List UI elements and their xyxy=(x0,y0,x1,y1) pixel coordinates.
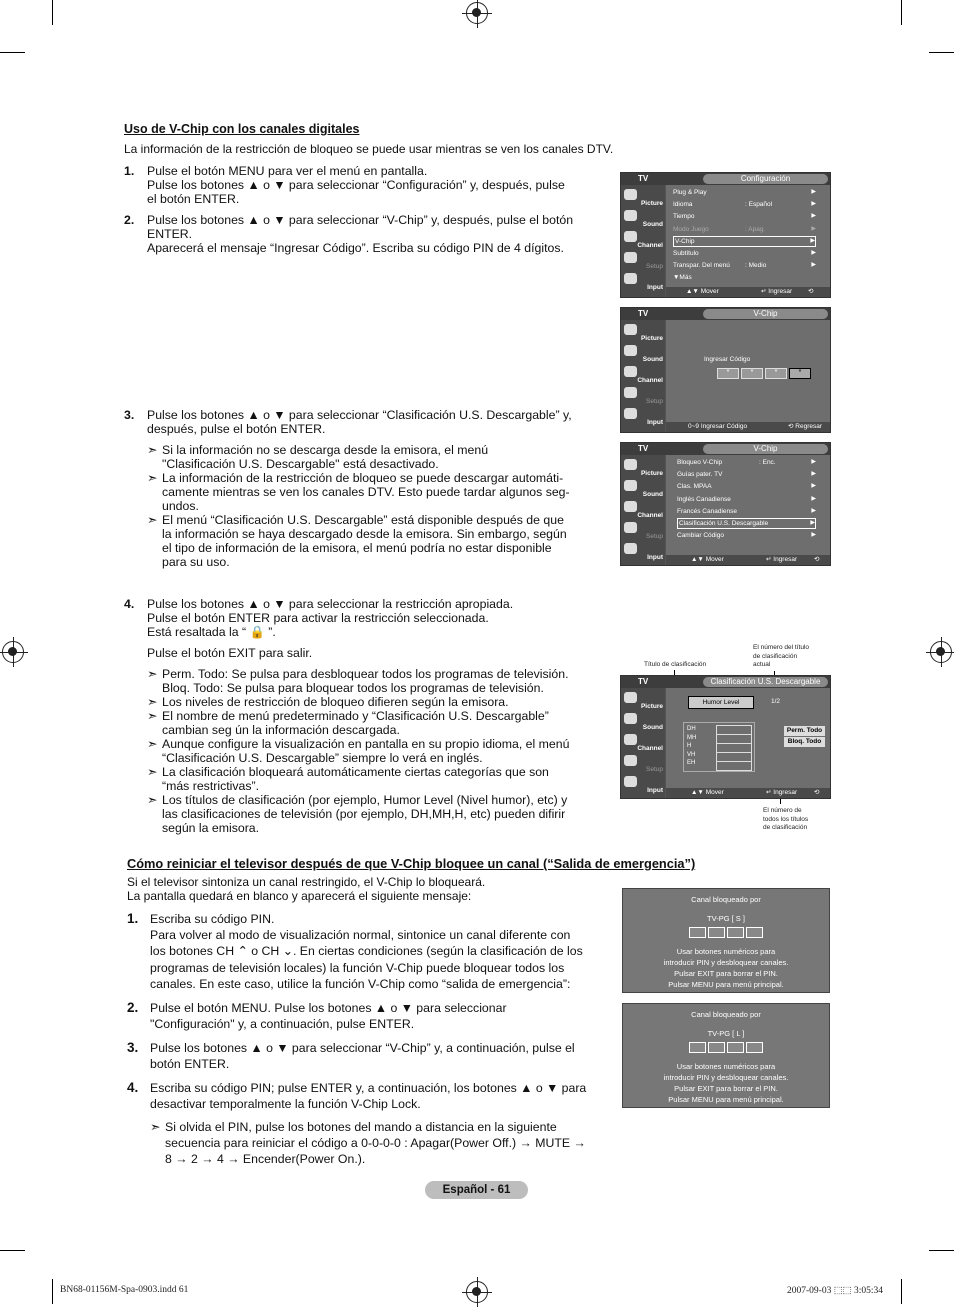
code-digit: * xyxy=(717,368,739,379)
callout-current-number xyxy=(753,644,809,670)
blocked-line: Usar botones numéricos para xyxy=(676,1062,776,1071)
osd-title: Configuración xyxy=(703,174,828,184)
section-intro: La información de la restricción de bloqueo se puede usar mientras se ven los canales DTV. xyxy=(124,142,614,156)
step-line: canales. En este caso, utilice la función V-Chip como “salida de emergencia”: xyxy=(150,976,571,991)
arrow-icon: ➣ xyxy=(147,667,158,681)
tv-label: TV xyxy=(638,174,649,183)
sidebar-item-picture[interactable] xyxy=(621,187,665,208)
note-line: Si olvida el PIN, pulse los botones del mando a distancia en la siguiente xyxy=(165,1120,557,1134)
sound-icon xyxy=(624,480,637,491)
sidebar-item-picture[interactable] xyxy=(621,457,665,478)
exit-instruction: Pulse el botón EXIT para salir. xyxy=(147,646,313,660)
hint-label: Regresar xyxy=(808,298,835,305)
blocked-line: Pulsar MENU para menú principal. xyxy=(668,1095,784,1104)
arrow-icon: ➣ xyxy=(150,1120,161,1134)
sidebar-item-setup[interactable] xyxy=(621,753,665,774)
sidebar-item-sound[interactable] xyxy=(621,478,665,499)
chevron-right-icon: ▶ xyxy=(811,250,816,256)
registration-mark-icon xyxy=(2,641,24,663)
sidebar-item-channel[interactable] xyxy=(621,499,665,520)
sidebar-label: Sound xyxy=(642,356,663,363)
menu-item-label: Guías pater. TV xyxy=(677,471,723,479)
rating-label: H xyxy=(687,743,692,749)
menu-item-label: Clasificación U.S. Descargable xyxy=(679,520,769,527)
menu-item-label: Inglés Canadiense xyxy=(677,495,731,503)
step-2 xyxy=(124,213,604,257)
menu-item[interactable] xyxy=(673,260,816,271)
chevron-right-icon: ▶ xyxy=(810,237,815,244)
chevron-right-icon: ▶ xyxy=(811,495,816,502)
step-number: 3. xyxy=(127,1040,139,1055)
blocked-line: Pulsar EXIT para borrar el PIN. xyxy=(674,1084,778,1093)
osd-us-rating xyxy=(620,675,841,806)
note-line: “más restrictivas”. xyxy=(162,779,260,793)
return-hint: ⟲ Regresar xyxy=(788,423,822,430)
chevron-right-icon: ▶ xyxy=(811,459,816,465)
step-number: 1. xyxy=(124,164,135,178)
blocked-channel-screen-2 xyxy=(622,1003,830,1108)
hint-label: Ingresar xyxy=(773,789,798,796)
arrow-icon: ➣ xyxy=(147,737,158,751)
sidebar-label: Picture xyxy=(640,335,663,342)
rating-labels xyxy=(687,725,696,768)
step-line: Para volver al modo de visualización normal, sintonice un canal diferente con xyxy=(150,928,571,943)
note-line: La información de la restricción de bloqueo se puede descargar automáti- xyxy=(162,471,564,485)
step-line: Aparecerá el mensaje “Ingresar Código”. Escriba su código PIN de 4 dígitos. xyxy=(147,241,564,255)
input-icon xyxy=(624,776,637,787)
step-1 xyxy=(124,164,604,208)
step-line: desactivar temporalmente la función V-Chip Lock. xyxy=(150,1097,421,1112)
note-line: según la emisora. xyxy=(162,821,260,835)
rating-title-count: 1/2 xyxy=(771,698,781,705)
intro-line: Si el televisor sintoniza un canal restringido, el V-Chip lo bloqueará. xyxy=(127,875,486,889)
osd-title: V-Chip xyxy=(703,444,828,454)
menu-item-label: ▼Más xyxy=(673,274,692,282)
note-line: la información se haya descargado desde la emisora. Sin embargo, según xyxy=(162,527,567,541)
menu-item[interactable] xyxy=(673,211,816,222)
sidebar-item-sound[interactable] xyxy=(621,343,665,364)
hint-label: Mover xyxy=(700,288,719,295)
crop-mark xyxy=(929,1250,954,1251)
chevron-right-icon: ▶ xyxy=(811,483,816,490)
sidebar-item-channel[interactable] xyxy=(621,732,665,753)
menu-item-label: Plug & Play xyxy=(673,189,707,196)
pin-boxes[interactable] xyxy=(623,1042,829,1055)
step-number: 4. xyxy=(127,1080,139,1095)
step-number: 3. xyxy=(124,408,135,422)
note-line: cambian seg ún la información descargada. xyxy=(162,723,400,737)
section-intro xyxy=(127,875,485,903)
note-line: Perm. Todo: Se pulsa para desbloquear todos los programas de televisión. xyxy=(162,667,569,681)
osd-bottom-bar xyxy=(666,287,835,305)
sidebar-label: Input xyxy=(647,419,663,426)
note-line: para su uso. xyxy=(162,555,230,569)
osd-sidebar xyxy=(621,688,665,798)
blocked-text: Canal bloqueado por xyxy=(691,895,761,904)
footer-file: BN68-01156M-Spa-0903.indd 61 xyxy=(60,1285,189,1295)
sidebar-label: Channel xyxy=(637,242,663,249)
menu-item[interactable] xyxy=(673,248,816,259)
blocked-line: Pulsar EXIT para borrar el PIN. xyxy=(674,969,778,978)
sidebar-label: Setup xyxy=(646,533,663,540)
rating-label: VH xyxy=(687,751,696,758)
blocked-line: introducir PIN y desbloquear canales. xyxy=(663,958,789,967)
registration-mark-icon xyxy=(930,641,952,663)
note-line: “Clasificación U.S. Descargable” siempre lo verá en inglés. xyxy=(162,751,483,765)
move-hint: ▲▼ Mover xyxy=(691,556,724,563)
sidebar-label: Sound xyxy=(642,221,663,228)
menu-item-value: : Medio xyxy=(745,262,767,270)
note xyxy=(147,765,607,795)
step-line: Pulse los botones ▲ o ▼ para seleccionar “Configuración” y, después, pulse xyxy=(147,178,565,192)
return-hint: ⟲ Regresar xyxy=(814,789,841,806)
note-line: secuencia para reiniciar el código a 0-0-0-0 : Apagar(Power Off.) → MUTE → xyxy=(165,1136,586,1151)
note-line: camente mientras se ven los canales DTV. Esto puede tardar algunos seg- xyxy=(162,485,570,499)
reset-step-4 xyxy=(127,1080,607,1114)
crop-mark xyxy=(0,1250,25,1251)
sidebar-item-setup[interactable] xyxy=(621,385,665,406)
menu-item-value: : Apag. xyxy=(745,225,766,233)
rating-label: MH xyxy=(687,734,697,741)
callout-line: de clasificación xyxy=(763,824,808,831)
menu-item[interactable] xyxy=(673,199,816,210)
input-icon xyxy=(624,408,637,419)
sidebar-label: Picture xyxy=(640,200,663,207)
note-line: undos. xyxy=(162,499,199,513)
reset-step-2 xyxy=(127,1000,607,1034)
callout-rating-title: Título de clasificación xyxy=(644,661,707,668)
arrow-icon: ➣ xyxy=(147,709,158,723)
note-line: Los títulos de clasificación (por ejemplo, Humor Level (Nivel humor), etc) y xyxy=(162,793,568,807)
sidebar-label: Setup xyxy=(646,263,663,270)
blocked-instructions xyxy=(623,946,829,990)
menu-item-label: Clas. MPAA xyxy=(677,483,712,491)
footer-date: 2007-09-03 ⬚⬚ 3:05:34 xyxy=(787,1286,884,1296)
rating-title-field[interactable]: Humor Level xyxy=(688,696,754,709)
code-digit: * xyxy=(741,368,763,379)
note-line: "Clasificación U.S. Descargable" está desactivado. xyxy=(162,457,439,471)
sidebar-item-setup[interactable] xyxy=(621,520,665,541)
block-all-button[interactable]: Bloq. Todo xyxy=(784,737,825,747)
input-icon xyxy=(624,273,637,284)
arrow-icon: ➣ xyxy=(147,695,158,709)
note-line: El menú “Clasificación U.S. Descargable” está disponible después de que xyxy=(162,513,564,527)
sidebar-item-channel[interactable] xyxy=(621,364,665,385)
gear-icon xyxy=(624,387,637,398)
chevron-right-icon: ▶ xyxy=(811,225,816,232)
code-hint: 0~9 Ingresar Código xyxy=(688,423,748,430)
menu-item[interactable] xyxy=(677,506,816,517)
osd-bottom-bar xyxy=(666,555,841,573)
rating-label: DH xyxy=(687,726,696,732)
tv-label: TV xyxy=(638,444,649,453)
code-digit: * xyxy=(765,368,787,379)
rating-label: EH xyxy=(687,760,696,766)
menu-item[interactable] xyxy=(673,236,816,247)
channel-icon xyxy=(624,734,637,745)
sidebar-label: Channel xyxy=(637,377,663,384)
callout-total-number xyxy=(763,807,808,833)
registration-mark-icon xyxy=(466,2,488,24)
step-line: Pulse los botones ▲ o ▼ para seleccionar “V-Chip” y, a continuación, pulse el xyxy=(150,1041,575,1055)
step-line: los botones CH ⌃ o CH ⌄. En ciertas condiciones (según la clasificación de los xyxy=(150,944,583,959)
sidebar-label: Input xyxy=(647,787,663,794)
callout-line: todos los títulos xyxy=(763,815,809,823)
allow-all-button[interactable]: Perm. Todo xyxy=(784,726,825,736)
code-digit: * xyxy=(789,368,811,379)
menu-item-label: Subtítulo xyxy=(673,250,699,257)
step-line: programas de televisión locales) la función V-Chip puede bloquear todos los xyxy=(150,960,565,975)
return-hint: ⟲ Regresar xyxy=(808,288,835,305)
sidebar-item-input[interactable] xyxy=(621,271,665,292)
osd-configuracion xyxy=(620,172,835,305)
sidebar-label: Picture xyxy=(640,703,663,710)
gear-icon xyxy=(624,755,637,766)
osd-sidebar xyxy=(621,185,665,297)
menu-item-label: Francés Canadiense xyxy=(677,507,737,515)
sound-icon xyxy=(624,713,637,724)
enter-hint: ↵ Ingresar xyxy=(766,556,798,563)
step-line: Pulse los botones ▲ o ▼ para seleccionar la restricción apropiada. xyxy=(147,597,514,611)
sidebar-item-input[interactable] xyxy=(621,541,665,562)
rating-grid xyxy=(683,722,755,772)
arrow-icon: ➣ xyxy=(147,443,158,457)
note xyxy=(147,513,607,571)
intro-line: La pantalla quedará en blanco y aparecerá el siguiente mensaje: xyxy=(127,889,472,903)
callout-line: El número del título xyxy=(753,644,810,651)
sidebar-label: Channel xyxy=(637,745,663,752)
osd-bottom-bar xyxy=(666,422,830,432)
sidebar-label: Setup xyxy=(646,766,663,773)
note xyxy=(147,443,607,473)
sidebar-item-channel[interactable] xyxy=(621,229,665,250)
step-number: 1. xyxy=(127,911,139,926)
blocked-channel-screen-1 xyxy=(622,888,830,993)
rating-lock-cell[interactable] xyxy=(716,761,752,771)
hint-label: Regresar xyxy=(795,423,822,430)
reset-note xyxy=(150,1119,610,1171)
hint-label: Mover xyxy=(705,789,724,796)
menu-item-value: : Enc. xyxy=(759,459,776,466)
blocked-line: Pulsar MENU para menú principal. xyxy=(668,980,784,989)
callout-line: El número de xyxy=(763,807,802,814)
step-4 xyxy=(124,597,604,641)
enter-hint: ↵ Ingresar xyxy=(766,789,798,796)
note xyxy=(147,793,607,837)
menu-item-label: Cambiar Código xyxy=(677,532,724,540)
crop-mark xyxy=(52,1279,53,1304)
picture-icon xyxy=(624,459,637,470)
menu-item[interactable] xyxy=(673,224,816,235)
return-hint: ⟲ Regresar xyxy=(814,556,841,573)
hint-label: Ingresar xyxy=(773,556,798,563)
registration-mark-icon xyxy=(466,1281,488,1303)
note-line: Si la información no se descarga desde la emisora, el menú xyxy=(162,443,489,457)
step-line: Escriba su código PIN. xyxy=(150,912,275,926)
picture-icon xyxy=(624,189,637,200)
move-hint: ▲▼ Mover xyxy=(691,789,724,796)
sound-icon xyxy=(624,345,637,356)
menu-item[interactable] xyxy=(673,272,816,283)
code-prompt: Ingresar Código xyxy=(704,356,751,363)
sidebar-label: Input xyxy=(647,554,663,561)
hint-label: Regresar xyxy=(814,566,841,573)
move-hint: ▲▼ Mover xyxy=(686,288,719,295)
step-line: después, pulse el botón ENTER. xyxy=(147,422,326,436)
note-line: el tipo de información de la emisora, el menú podría no estar disponible xyxy=(162,541,552,555)
menu-item[interactable] xyxy=(677,481,816,492)
tv-label: TV xyxy=(638,309,649,318)
blocked-text: Canal bloqueado por xyxy=(691,1010,761,1019)
sidebar-item-input[interactable] xyxy=(621,774,665,795)
menu-item-label: Transpar. Del menú xyxy=(673,262,730,270)
note xyxy=(147,737,607,767)
menu-item[interactable] xyxy=(677,457,816,468)
step-line: Escriba su código PIN; pulse ENTER y, a continuación, los botones ▲ o ▼ para xyxy=(150,1081,587,1095)
osd-title: V-Chip xyxy=(703,309,828,319)
menu-item-label: V-Chip xyxy=(675,237,695,245)
chevron-right-icon: ▶ xyxy=(810,520,815,526)
chevron-right-icon: ▶ xyxy=(811,532,816,539)
blocked-instructions xyxy=(623,1061,829,1105)
callout-line: actual xyxy=(753,661,771,668)
note-line: 8 → 2 → 4 → Encender(Power On.). xyxy=(165,1152,366,1167)
tv-label: TV xyxy=(638,677,649,686)
sidebar-item-picture[interactable] xyxy=(621,690,665,711)
sidebar-label: Channel xyxy=(637,512,663,519)
menu-item-label: Idioma xyxy=(673,201,693,209)
channel-icon xyxy=(624,501,637,512)
step-line: Pulse los botones ▲ o ▼ para seleccionar “V-Chip” y, después, pulse el botón xyxy=(147,213,574,227)
chevron-right-icon: ▶ xyxy=(811,201,816,208)
channel-icon xyxy=(624,366,637,377)
step-line: el botón ENTER. xyxy=(147,192,240,206)
sidebar-label: Picture xyxy=(640,470,663,477)
enter-hint: ↵ Ingresar xyxy=(761,288,793,295)
sidebar-label: Sound xyxy=(642,491,663,498)
osd-title: Clasificación U.S. Descargable xyxy=(703,677,828,687)
crop-mark xyxy=(0,52,25,53)
step-line: Pulse los botones ▲ o ▼ para seleccionar “Clasificación U.S. Descargable” y, xyxy=(147,408,572,422)
sidebar-item-input[interactable] xyxy=(621,406,665,427)
menu-item[interactable] xyxy=(677,469,816,480)
sidebar-item-sound[interactable] xyxy=(621,208,665,229)
menu-item-label: Modo Juego xyxy=(673,225,709,233)
page-number: Español - 61 xyxy=(425,1181,528,1199)
arrow-icon: ➣ xyxy=(147,765,158,779)
input-icon xyxy=(624,543,637,554)
osd-sidebar xyxy=(621,320,665,432)
hint-label: Regresar xyxy=(814,799,841,806)
step-number: 4. xyxy=(124,597,135,611)
sidebar-item-picture[interactable] xyxy=(621,322,665,343)
channel-icon xyxy=(624,231,637,242)
crop-mark xyxy=(52,0,53,25)
chevron-right-icon: ▶ xyxy=(811,507,816,514)
step-line: Pulse el botón ENTER para activar la restricción seleccionada. xyxy=(147,611,489,625)
hint-label: Ingresar xyxy=(768,288,793,295)
sidebar-item-setup[interactable] xyxy=(621,250,665,271)
sound-icon xyxy=(624,210,637,221)
blocked-rating: TV-PG [ L ] xyxy=(707,1029,745,1038)
step-line: "Configuración" y, a continuación, pulse ENTER. xyxy=(150,1017,415,1032)
note-line: Aunque configure la visualización en pantalla en su propio idioma, el menú xyxy=(162,737,570,751)
reset-step-1 xyxy=(127,911,607,993)
note-line: La clasificación bloqueará automáticamente ciertas categorías que son xyxy=(162,765,549,779)
note xyxy=(147,471,607,515)
note xyxy=(147,667,607,697)
chevron-right-icon: ▶ xyxy=(811,471,816,478)
menu-item[interactable] xyxy=(677,518,816,529)
sidebar-item-sound[interactable] xyxy=(621,711,665,732)
chevron-right-icon: ▶ xyxy=(811,189,816,195)
hint-label: Mover xyxy=(705,556,724,563)
step-line: botón ENTER. xyxy=(150,1057,230,1072)
menu-item-label: Bloqueo V-Chip xyxy=(677,459,723,466)
gear-icon xyxy=(624,252,637,263)
step-line: ENTER. xyxy=(147,227,193,241)
callout-line: de clasificación xyxy=(753,652,798,660)
pin-boxes[interactable] xyxy=(623,927,829,940)
osd-vchip-code xyxy=(620,307,831,433)
chevron-right-icon: ▶ xyxy=(811,213,816,220)
blocked-line: Usar botones numéricos para xyxy=(676,947,776,956)
osd-vchip-menu xyxy=(620,442,841,573)
note-line: las clasificaciones de televisión (por ejemplo, DH,MH,H, etc) pueden difirir xyxy=(162,807,566,821)
osd-bottom-bar xyxy=(666,788,841,806)
step-number: 2. xyxy=(124,213,135,227)
menu-item[interactable] xyxy=(673,187,816,198)
picture-icon xyxy=(624,692,637,703)
note-line: El nombre de menú predeterminado y “Clasificación U.S. Descargable” xyxy=(162,709,549,723)
section-title: Cómo reiniciar el televisor después de que V-Chip bloquee un canal (“Salida de emergencia”) xyxy=(127,856,696,871)
blocked-rating: TV-PG [ S ] xyxy=(707,914,745,923)
blocked-line: introducir PIN y desbloquear canales. xyxy=(663,1073,789,1082)
arrow-icon: ➣ xyxy=(147,513,158,527)
osd-sidebar xyxy=(621,455,665,565)
step-line: Está resaltada la “ 🔒 ”. xyxy=(147,625,276,639)
step-number: 2. xyxy=(127,1000,139,1015)
section-title: Uso de V-Chip con los canales digitales xyxy=(124,122,360,136)
picture-icon xyxy=(624,324,637,335)
code-input[interactable] xyxy=(717,368,812,378)
chevron-right-icon: ▶ xyxy=(811,262,816,269)
arrow-icon: ➣ xyxy=(147,793,158,807)
step-line: Pulse el botón MENU. Pulse los botones ▲ o ▼ para seleccionar xyxy=(150,1001,507,1015)
reset-step-3 xyxy=(127,1040,607,1074)
gear-icon xyxy=(624,522,637,533)
sidebar-label: Sound xyxy=(642,724,663,731)
note xyxy=(147,709,607,739)
menu-item[interactable] xyxy=(677,494,816,505)
crop-mark xyxy=(901,0,902,25)
sidebar-label: Setup xyxy=(646,398,663,405)
step-3 xyxy=(124,408,604,438)
crop-mark xyxy=(929,52,954,53)
menu-item-value: : Español xyxy=(745,201,773,209)
crop-mark xyxy=(901,1279,902,1304)
menu-item-label: Tiempo xyxy=(673,213,695,221)
step-line: Pulse el botón MENU para ver el menú en pantalla. xyxy=(147,164,428,178)
menu-item[interactable] xyxy=(677,530,816,541)
arrow-icon: ➣ xyxy=(147,471,158,485)
note-line: Bloq. Todo: Se pulsa para bloquear todos los programas de televisión. xyxy=(162,681,544,695)
note-line: Los niveles de restricción de bloqueo difieren según la emisora. xyxy=(162,695,509,709)
sidebar-label: Input xyxy=(647,284,663,291)
